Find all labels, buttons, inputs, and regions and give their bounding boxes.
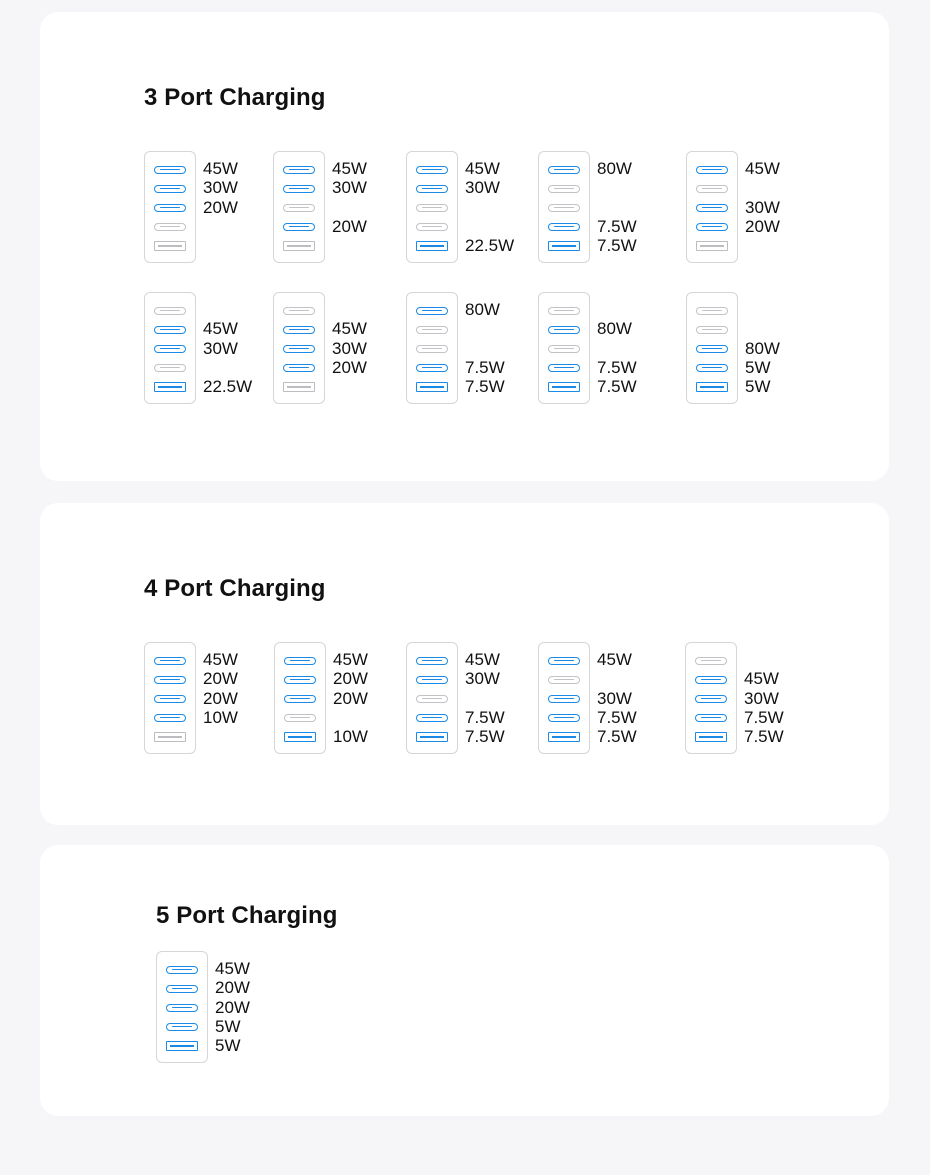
usb-c-port-icon [154, 676, 186, 684]
charger-config [273, 292, 403, 408]
port-wattage: 7.5W [465, 377, 505, 396]
usb-c-port-icon [696, 326, 728, 334]
charger-config [156, 951, 286, 1067]
port-wattage: 45W [465, 159, 500, 178]
usb-a-port-icon [416, 732, 448, 742]
charger-config [144, 151, 274, 267]
usb-a-port-icon [283, 382, 315, 392]
charger-body [538, 642, 590, 754]
usb-c-port-icon [154, 326, 186, 334]
port-wattage: 7.5W [744, 708, 784, 727]
port-wattage: 7.5W [597, 377, 637, 396]
usb-c-port-icon [696, 345, 728, 353]
port-wattage: 45W [332, 319, 367, 338]
charger-config [686, 151, 816, 267]
usb-c-port-icon [283, 185, 315, 193]
usb-a-port-icon [166, 1041, 198, 1051]
usb-c-port-icon [154, 714, 186, 722]
usb-c-port-icon [416, 676, 448, 684]
port-wattage: 30W [597, 689, 632, 708]
usb-a-port-icon [154, 382, 186, 392]
port-wattage: 45W [744, 669, 779, 688]
usb-c-port-icon [154, 307, 186, 315]
usb-a-port-icon [548, 382, 580, 392]
charger-body [273, 151, 325, 263]
usb-c-port-icon [166, 1023, 198, 1031]
usb-c-port-icon [283, 307, 315, 315]
usb-c-port-icon [695, 676, 727, 684]
charger-body [406, 151, 458, 263]
port-wattage: 7.5W [597, 236, 637, 255]
port-wattage: 45W [203, 319, 238, 338]
port-wattage: 7.5W [597, 358, 637, 377]
port-wattage: 20W [332, 217, 367, 236]
usb-c-port-icon [284, 714, 316, 722]
usb-c-port-icon [416, 204, 448, 212]
usb-c-port-icon [284, 657, 316, 665]
port-wattage: 20W [333, 689, 368, 708]
usb-c-port-icon [416, 166, 448, 174]
usb-a-port-icon [416, 241, 448, 251]
section-title: 3 Port Charging [144, 84, 326, 111]
usb-a-port-icon [696, 382, 728, 392]
port-wattage: 30W [745, 198, 780, 217]
usb-c-port-icon [154, 345, 186, 353]
port-wattage: 30W [465, 669, 500, 688]
charger-body [273, 292, 325, 404]
port-wattage: 20W [332, 358, 367, 377]
usb-c-port-icon [548, 326, 580, 334]
charger-config [273, 151, 403, 267]
port-wattage: 20W [203, 689, 238, 708]
usb-a-port-icon [154, 732, 186, 742]
usb-a-port-icon [416, 382, 448, 392]
section-5-port [40, 845, 889, 1116]
usb-c-port-icon [548, 657, 580, 665]
usb-c-port-icon [696, 223, 728, 231]
charger-config [144, 292, 274, 408]
charger-body [274, 642, 326, 754]
charger-config [538, 642, 668, 758]
section-3-port [40, 12, 889, 481]
port-wattage: 30W [203, 339, 238, 358]
section-title: 5 Port Charging [156, 902, 338, 929]
usb-c-port-icon [166, 985, 198, 993]
charger-body [538, 292, 590, 404]
port-wattage: 45W [215, 959, 250, 978]
port-wattage: 20W [745, 217, 780, 236]
port-wattage: 22.5W [465, 236, 515, 255]
usb-a-port-icon [284, 732, 316, 742]
usb-c-port-icon [416, 695, 448, 703]
usb-c-port-icon [283, 204, 315, 212]
usb-c-port-icon [416, 714, 448, 722]
port-wattage: 80W [597, 159, 632, 178]
charger-config [686, 292, 816, 408]
usb-c-port-icon [548, 695, 580, 703]
usb-c-port-icon [695, 695, 727, 703]
usb-a-port-icon [548, 241, 580, 251]
port-wattage: 30W [465, 178, 500, 197]
charger-config [406, 151, 536, 267]
port-wattage: 30W [332, 178, 367, 197]
charger-body [685, 642, 737, 754]
usb-c-port-icon [416, 364, 448, 372]
port-wattage: 20W [203, 198, 238, 217]
usb-c-port-icon [548, 714, 580, 722]
port-wattage: 45W [203, 159, 238, 178]
usb-c-port-icon [166, 966, 198, 974]
usb-c-port-icon [695, 657, 727, 665]
port-wattage: 45W [333, 650, 368, 669]
section-title: 4 Port Charging [144, 575, 326, 602]
section-4-port [40, 503, 889, 825]
usb-c-port-icon [283, 326, 315, 334]
port-wattage: 80W [597, 319, 632, 338]
port-wattage: 7.5W [465, 708, 505, 727]
charger-body [144, 642, 196, 754]
charger-config [685, 642, 815, 758]
usb-c-port-icon [416, 345, 448, 353]
charger-body [406, 642, 458, 754]
usb-c-port-icon [416, 223, 448, 231]
usb-c-port-icon [154, 364, 186, 372]
charger-config [274, 642, 404, 758]
usb-c-port-icon [166, 1004, 198, 1012]
charger-body [538, 151, 590, 263]
usb-c-port-icon [154, 695, 186, 703]
port-wattage: 80W [745, 339, 780, 358]
port-wattage: 7.5W [597, 708, 637, 727]
charger-config [538, 151, 668, 267]
port-wattage: 7.5W [597, 217, 637, 236]
charger-body [144, 292, 196, 404]
usb-c-port-icon [548, 185, 580, 193]
usb-c-port-icon [696, 364, 728, 372]
port-wattage: 22.5W [203, 377, 253, 396]
usb-c-port-icon [548, 166, 580, 174]
usb-c-port-icon [154, 185, 186, 193]
usb-a-port-icon [154, 241, 186, 251]
charger-body [406, 292, 458, 404]
port-wattage: 30W [744, 689, 779, 708]
port-wattage: 7.5W [465, 358, 505, 377]
port-wattage: 7.5W [744, 727, 784, 746]
usb-c-port-icon [283, 166, 315, 174]
usb-c-port-icon [284, 695, 316, 703]
usb-c-port-icon [283, 223, 315, 231]
port-wattage: 10W [203, 708, 238, 727]
usb-c-port-icon [696, 185, 728, 193]
usb-c-port-icon [154, 657, 186, 665]
usb-c-port-icon [283, 364, 315, 372]
port-wattage: 5W [745, 358, 771, 377]
port-wattage: 5W [745, 377, 771, 396]
usb-c-port-icon [154, 204, 186, 212]
usb-a-port-icon [283, 241, 315, 251]
port-wattage: 7.5W [597, 727, 637, 746]
usb-c-port-icon [696, 166, 728, 174]
usb-c-port-icon [416, 657, 448, 665]
port-wattage: 45W [745, 159, 780, 178]
charger-body [156, 951, 208, 1063]
charger-body [144, 151, 196, 263]
usb-a-port-icon [696, 241, 728, 251]
usb-a-port-icon [695, 732, 727, 742]
usb-a-port-icon [548, 732, 580, 742]
charger-body [686, 151, 738, 263]
usb-c-port-icon [416, 326, 448, 334]
usb-c-port-icon [695, 714, 727, 722]
charger-config [538, 292, 668, 408]
usb-c-port-icon [154, 166, 186, 174]
usb-c-port-icon [416, 307, 448, 315]
usb-c-port-icon [548, 223, 580, 231]
port-wattage: 45W [465, 650, 500, 669]
usb-c-port-icon [548, 345, 580, 353]
usb-c-port-icon [284, 676, 316, 684]
usb-c-port-icon [154, 223, 186, 231]
port-wattage: 80W [465, 300, 500, 319]
port-wattage: 30W [203, 178, 238, 197]
port-wattage: 20W [215, 998, 250, 1017]
port-wattage: 7.5W [465, 727, 505, 746]
charger-config [144, 642, 274, 758]
port-wattage: 20W [203, 669, 238, 688]
usb-c-port-icon [548, 204, 580, 212]
port-wattage: 30W [332, 339, 367, 358]
usb-c-port-icon [548, 307, 580, 315]
charger-config [406, 642, 536, 758]
usb-c-port-icon [548, 364, 580, 372]
port-wattage: 20W [215, 978, 250, 997]
port-wattage: 45W [597, 650, 632, 669]
usb-c-port-icon [548, 676, 580, 684]
port-wattage: 5W [215, 1017, 241, 1036]
port-wattage: 20W [333, 669, 368, 688]
usb-c-port-icon [416, 185, 448, 193]
usb-c-port-icon [696, 307, 728, 315]
charger-body [686, 292, 738, 404]
charger-config [406, 292, 536, 408]
port-wattage: 5W [215, 1036, 241, 1055]
port-wattage: 45W [332, 159, 367, 178]
usb-c-port-icon [283, 345, 315, 353]
usb-c-port-icon [696, 204, 728, 212]
port-wattage: 10W [333, 727, 368, 746]
port-wattage: 45W [203, 650, 238, 669]
